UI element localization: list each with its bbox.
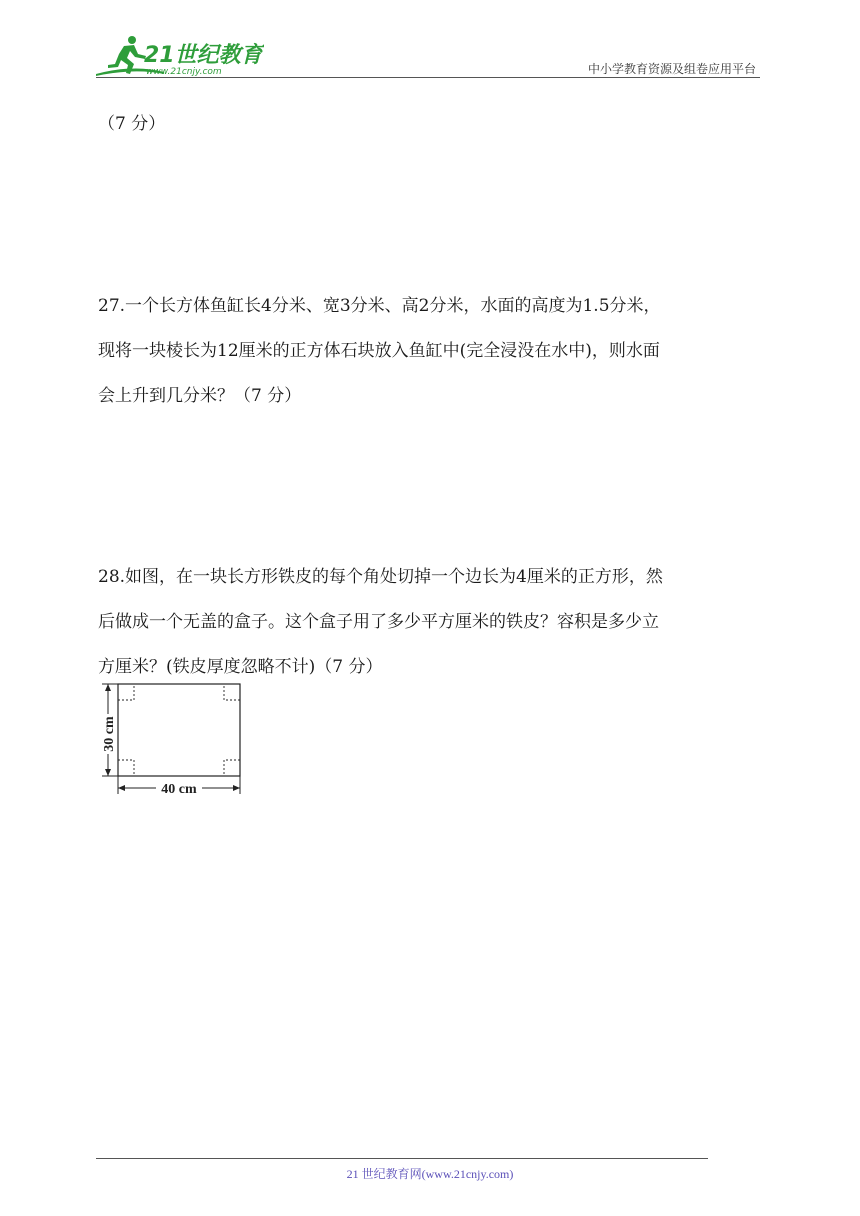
sheet-diagram <box>96 678 248 798</box>
corner-squares <box>118 684 240 776</box>
arrow-down-icon <box>105 769 111 776</box>
footer-text: 21 世纪教育网(www.21cnjy.com) <box>346 1167 514 1181</box>
corner-square-top-left <box>118 684 134 700</box>
q27-line-3: 会上升到几分米？（7 分） <box>98 386 302 406</box>
arrow-right-icon <box>233 785 240 791</box>
corner-square-top-right <box>224 684 240 700</box>
header-divider <box>96 77 760 78</box>
q28-line-1: 28.如图，在一块长方形铁皮的每个角处切掉一个边长为4厘米的正方形，然 <box>98 567 663 587</box>
arrow-left-icon <box>118 785 125 791</box>
arrow-up-icon <box>105 684 111 691</box>
prev-question-score: （7 分） <box>98 114 166 134</box>
logo-url: www.21cnjy.com <box>146 67 222 77</box>
corner-square-bottom-right <box>224 760 240 776</box>
q27-line-2: 现将一块棱长为12厘米的正方体石块放入鱼缸中(完全浸没在水中)，则水面 <box>98 341 660 361</box>
q27-line-1: 27.一个长方体鱼缸长4分米、宽3分米、高2分米，水面的高度为1.5分米， <box>98 296 661 316</box>
width-label: 40 cm <box>161 782 197 797</box>
corner-square-bottom-left <box>118 760 134 776</box>
q28-line-2: 后做成一个无盖的盒子。这个盒子用了多少平方厘米的铁皮？容积是多少立 <box>98 612 659 632</box>
height-label: 30 cm <box>102 716 117 752</box>
q28-line-3: 方厘米？(铁皮厚度忽略不计)（7 分） <box>98 657 383 677</box>
logo-text: 21世纪教育 <box>144 43 263 68</box>
header-tagline: 中小学教育资源及组卷应用平台 <box>587 62 756 76</box>
site-logo <box>94 34 264 78</box>
footer-divider <box>96 1158 708 1159</box>
sheet-rectangle <box>118 684 240 776</box>
